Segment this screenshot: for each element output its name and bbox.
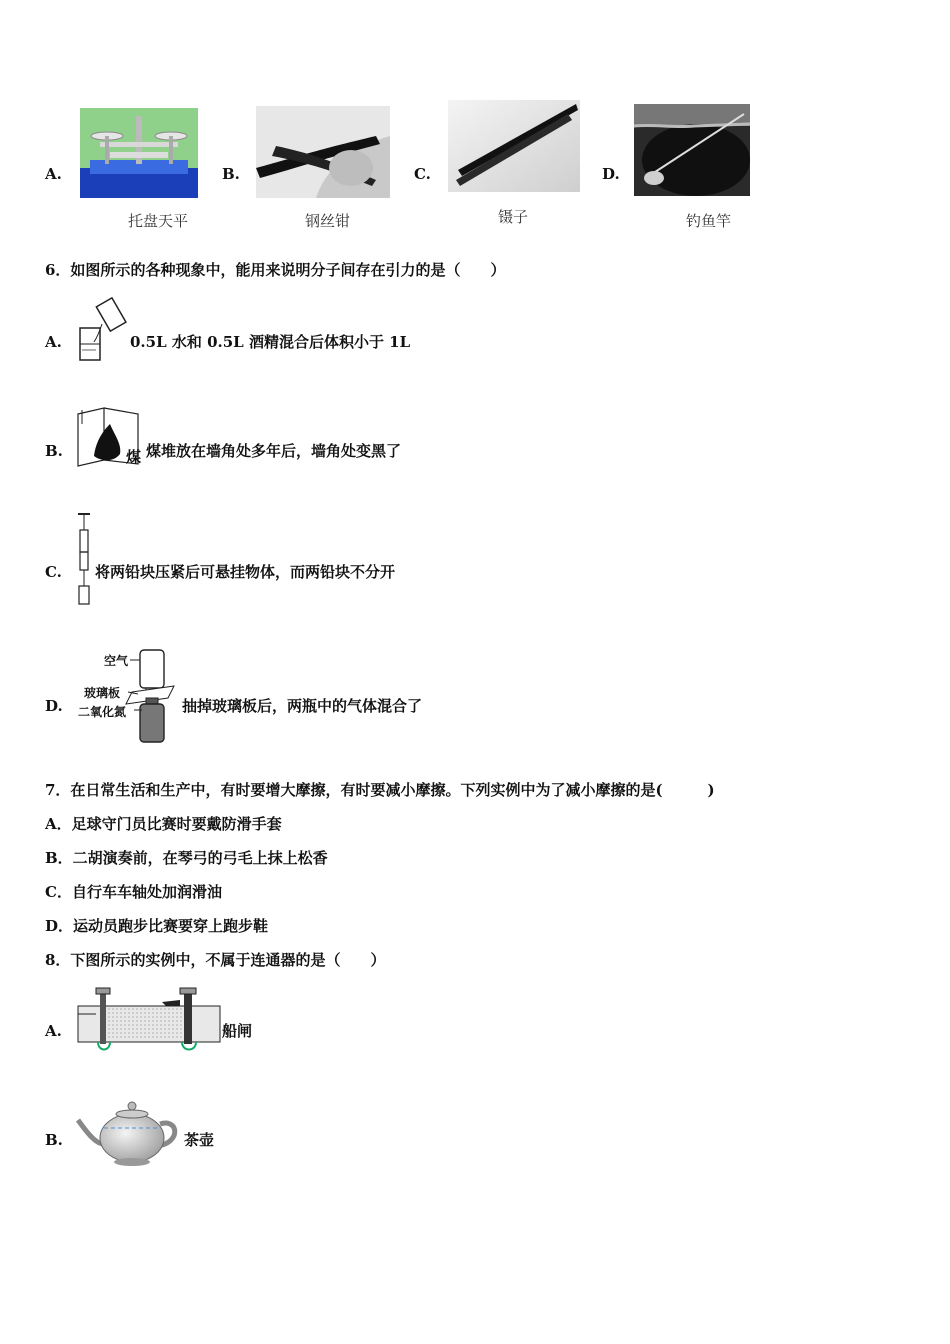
q8-option-a-letter: A.	[45, 1022, 62, 1040]
fishing-rod-photo-icon	[634, 104, 750, 196]
q6-option-d-label-air: 空气	[104, 654, 129, 668]
q6-option-b-text: 煤堆放在墙角处多年后，墙角处变黑了	[146, 442, 402, 460]
q5-option-d-letter: D.	[602, 165, 620, 183]
q6-option-c-letter: C.	[45, 563, 62, 581]
q6-option-b-coal-label: 煤	[126, 448, 142, 466]
q8-option-a-caption: 船闸	[222, 1022, 253, 1040]
q7-option-a: A．足球守门员比赛时要戴防滑手套	[45, 815, 282, 833]
q5-option-c-caption: 镊子	[498, 208, 529, 226]
q7-question: 7．在日常生活和生产中，有时要增大摩擦，有时要减小摩擦。下列实例中为了减小摩擦的是( )	[45, 781, 715, 799]
q6-option-c-text: 将两铅块压紧后可悬挂物体，而两铅块不分开	[95, 563, 396, 581]
q8-option-b-letter: B.	[45, 1131, 63, 1149]
teapot-icon	[74, 1094, 184, 1168]
q8-option-b-caption: 茶壶	[184, 1131, 215, 1149]
q6-option-d-letter: D.	[45, 697, 63, 715]
q6-option-d-label-no2: 二氧化氮	[78, 705, 127, 719]
pouring-liquid-icon	[76, 296, 128, 364]
q7-option-c: C．自行车车轴处加润滑油	[45, 883, 222, 901]
tweezers-photo-icon	[448, 100, 580, 192]
q6-option-a-letter: A.	[45, 333, 62, 351]
q6-option-d-label-glass: 玻璃板	[84, 686, 121, 700]
q5-option-a-letter: A.	[45, 165, 62, 183]
ship-lock-diagram-icon	[76, 984, 222, 1056]
q5-option-a-caption: 托盘天平	[128, 212, 189, 230]
lead-blocks-hanging-icon	[74, 512, 94, 606]
q6-option-b-letter: B.	[45, 442, 63, 460]
q6-option-a-text: 0.5L 水和 0.5L 酒精混合后体积小于 1L	[130, 333, 411, 351]
q5-option-c-letter: C.	[414, 165, 431, 183]
q6-option-d-text: 抽掉玻璃板后，两瓶中的气体混合了	[182, 697, 423, 715]
q5-option-b-letter: B.	[222, 165, 240, 183]
q6-question: 6．如图所示的各种现象中，能用来说明分子间存在引力的是（ ）	[45, 261, 506, 279]
q7-option-d: D．运动员跑步比赛要穿上跑步鞋	[45, 917, 269, 935]
balance-scale-photo-icon	[80, 108, 198, 198]
pliers-photo-icon	[256, 106, 390, 198]
q7-option-b: B．二胡演奏前，在琴弓的弓毛上抹上松香	[45, 849, 328, 867]
q5-option-d-caption: 钓鱼竿	[686, 212, 732, 230]
q8-question: 8．下图所示的实例中，不属于连通器的是（ ）	[45, 951, 386, 969]
q5-option-b-caption: 钢丝钳	[305, 212, 351, 230]
